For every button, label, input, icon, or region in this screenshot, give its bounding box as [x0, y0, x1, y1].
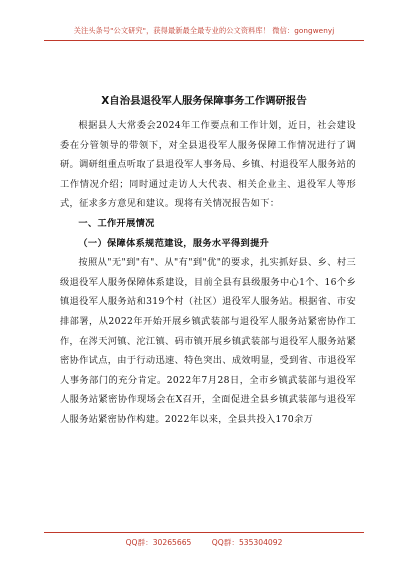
- footer-divider: [44, 532, 364, 533]
- document-body: [60, 116, 356, 430]
- footer-qq-group-1: QQ群：30265665: [125, 538, 192, 547]
- section-heading: 一、工作开展情况: [78, 217, 155, 229]
- header-divider: [44, 40, 364, 41]
- body-paragraph: 按照从"无"到"有"、从"有"到"优"的要求，扎实抓好县、乡、村三级退役军人服务保障体系建设，目前全县有县级服务中心1个、16个乡镇退役军人服务站和319个村（社区）退役军人服务站。根据省、市安排部署，从2022年开始开展乡镇武装部与退役军人服务站紧密协作工作，在涔天河镇、沱江镇、码市镇开展乡镇武装部与退役军人服务站紧密协作试点，由于行动迅速、特色突出、成效明显，受到省、市退役军人事务部门的充分肯定。2022年7月28日，全市乡镇武装部与退役军人服务站紧密协作现场会在X召开，全面促进全县乡镇武装部与退役军人服务站紧密协作构建。2022年以来，全县共投入170余万: [60, 257, 356, 425]
- intro-paragraph: 根据县人大常委会2024年工作要点和工作计划，近日，社会建设委在分管领导的带领下，对全县退役军人服务保障工作情况进行了调研。调研组重点听取了县退役军人事务局、乡镇、村退役军人服务站的工作情况介绍；同时通过走访人大代表、相关企业主、退役军人等形式，征求多方意见和建议。现将有关情况报告如下：: [60, 120, 356, 210]
- footer-contacts: [0, 537, 408, 548]
- page-title: X自治县退役军人服务保障事务工作调研报告: [101, 95, 307, 107]
- footer-qq-group-2: QQ群：535304092: [211, 538, 283, 547]
- subsection-heading: （一）保障体系规范建设，服务水平得到提升: [78, 237, 270, 249]
- header-banner: 关注头条号"公文研究"，获得最新最全最专业的公文资料库！ 微信：gongwenyj: [73, 26, 335, 35]
